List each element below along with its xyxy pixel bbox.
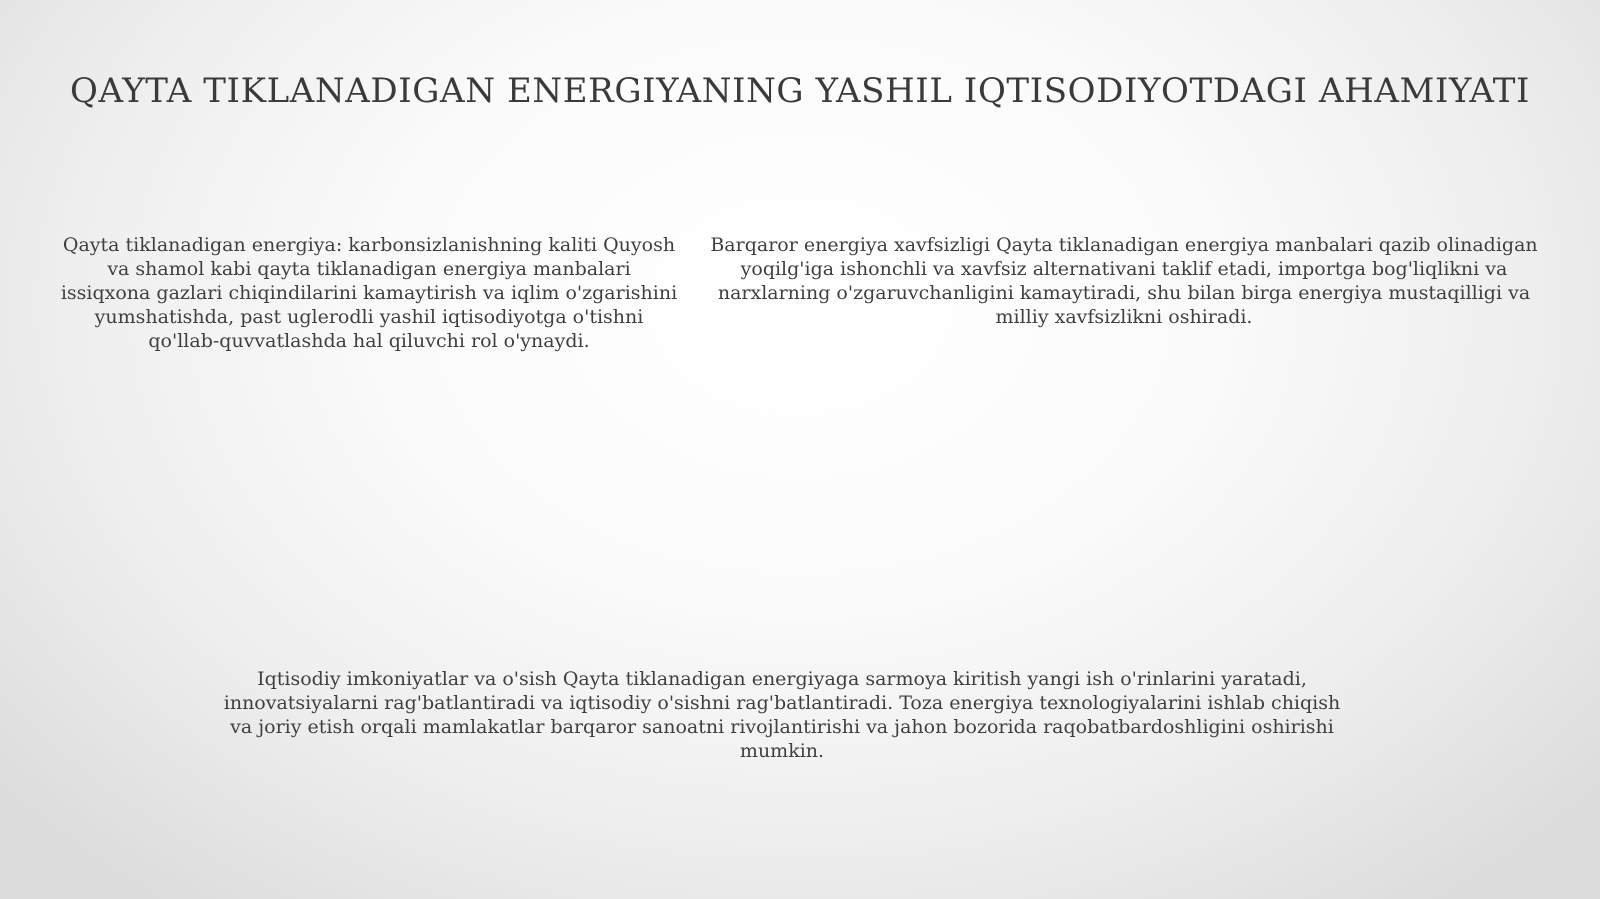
paragraph-economic-opportunities: Iqtisodiy imkoniyatlar va o'sish Qayta tiklanadigan energiyaga sarmoya kiritish yangi ish o'rinlarini yaratadi, innovatsiyalarni rag'batlantiradi va iqtisodiy o'sishni rag'batlantiradi. Toza energiya texnologiyalarini ishlab chiqish va joriy etish orqali mamlakatlar barqaror sanoatni rivojlantirishi va jahon bozorida raqobatbardoshligini oshirishi mumkin.	[223, 668, 1341, 762]
paragraph-energy-security: Barqaror energiya xavfsizligi Qayta tiklanadigan energiya manbalari qazib olinadigan yoqilg'iga ishonchli va xavfsiz alternativani taklif etadi, importga bog'liqlikni va narxlarning o'zgaruvchanligini kamaytiradi, shu bilan birga energiya mustaqilligi va milliy xavfsizlikni oshiradi.	[710, 234, 1538, 328]
paragraph-renewable-energy: Qayta tiklanadigan energiya: karbonsizlanishning kaliti Quyosh va shamol kabi qayta tiklanadigan energiya manbalari issiqxona gazlari chiqindilarini kamaytirish va iqlim o'zgarishini yumshatishda, past uglerodli yashil iqtisodiyotga o'tishni qo'llab-quvvatlashda hal qiluvchi rol o'ynaydi.	[60, 234, 678, 352]
slide-title: QAYTA TIKLANADIGAN ENERGIYANING YASHIL IQTISODIYOTDAGI AHAMIYATI	[69, 71, 1531, 111]
